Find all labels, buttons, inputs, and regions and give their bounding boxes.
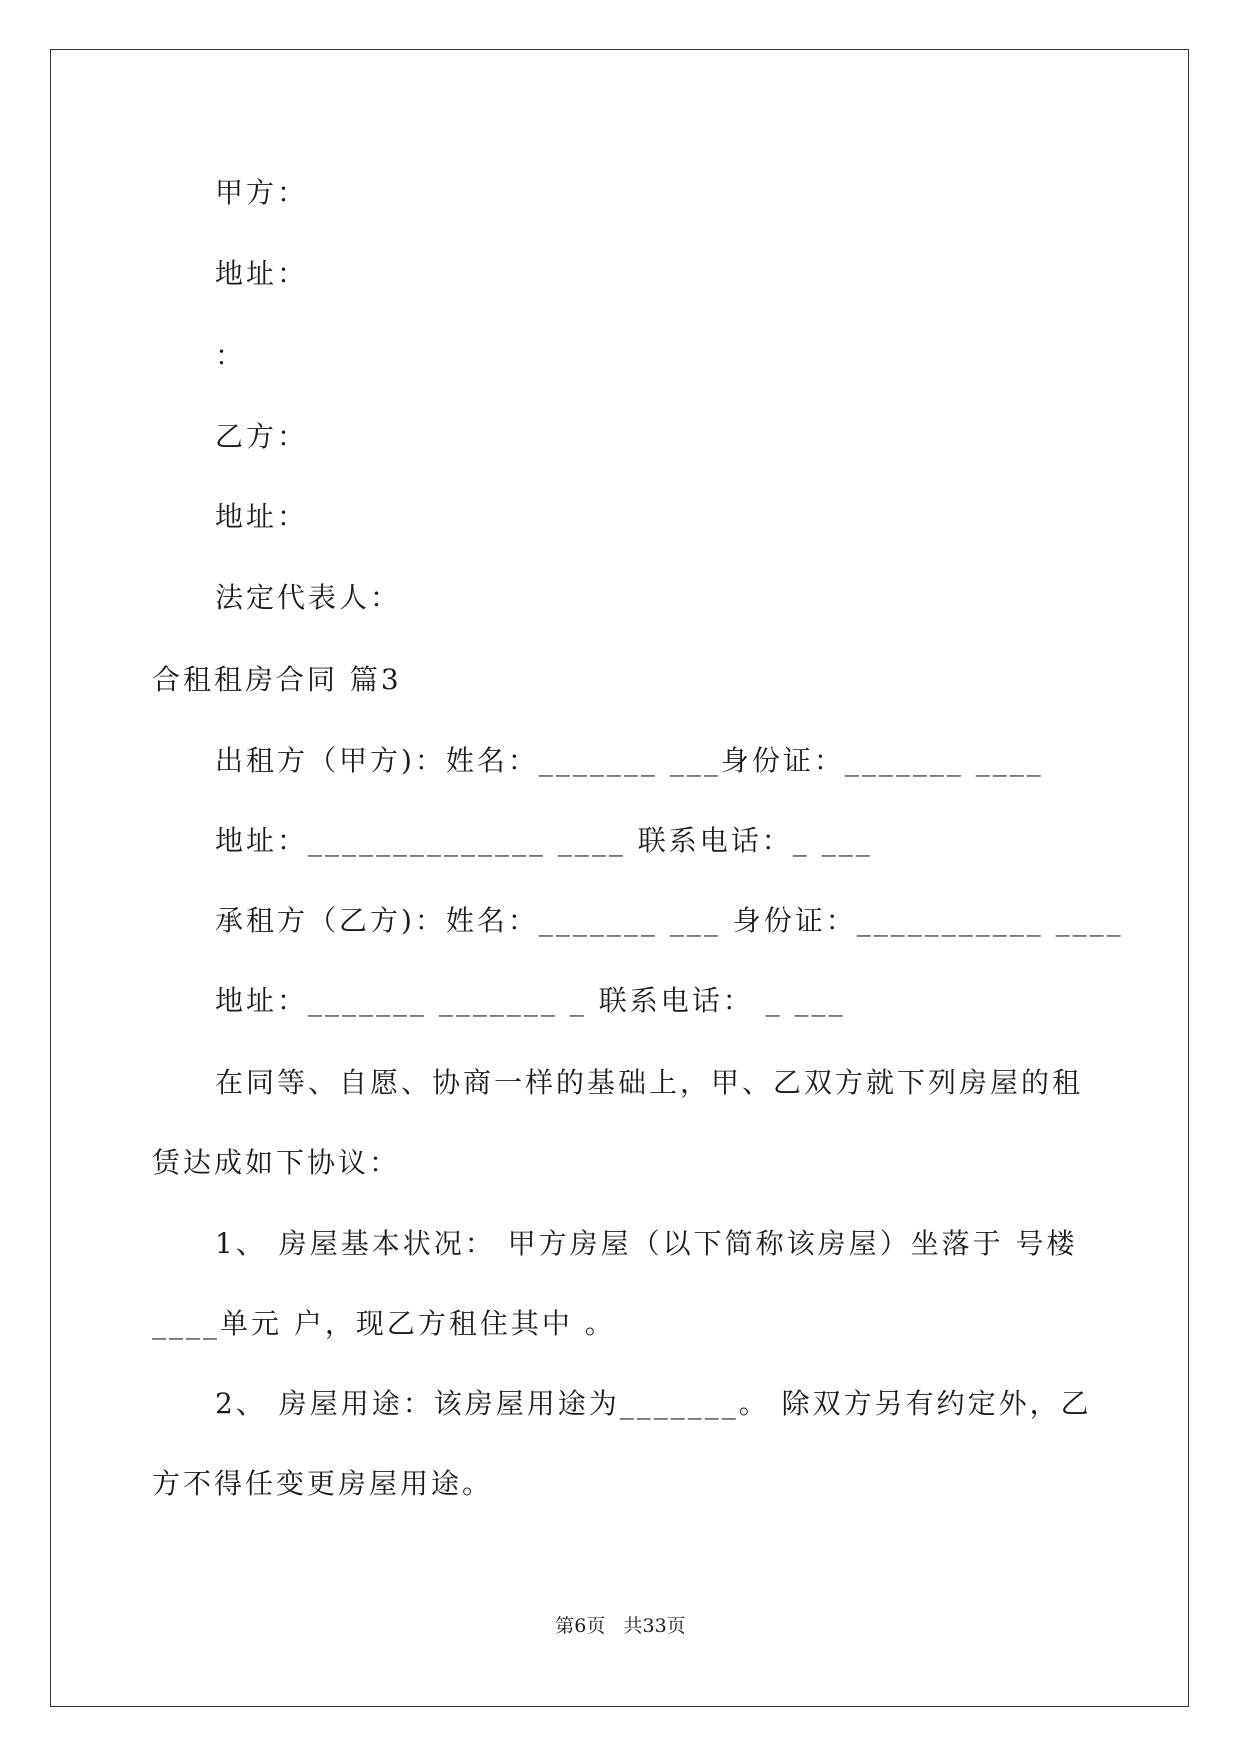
lessor-info-line: 出租方（甲方)：姓名：_______ ___身份证：_______ ____	[215, 744, 1044, 777]
clause-1-line-2: ____单元 户，现乙方租住其中 。	[152, 1307, 616, 1340]
clause-2-line-1: 2、 房屋用途：该房屋用途为_______。 除双方另有约定外，乙	[215, 1387, 1092, 1420]
lessee-address-line: 地址：_______ _______ _ 联系电话： _ ___	[215, 984, 846, 1017]
legal-representative-label: 法定代表人：	[215, 581, 402, 614]
blank-colon-line: ：	[215, 339, 247, 372]
agreement-intro-line-1: 在同等、自愿、协商一样的基础上，甲、乙双方就下列房屋的租	[215, 1066, 1084, 1099]
clause-1-line-1: 1、 房屋基本状况： 甲方房屋（以下简称该房屋）坐落于 号楼	[215, 1227, 1078, 1260]
clause-2-line-2: 方不得任变更房屋用途。	[152, 1467, 494, 1500]
page-frame	[50, 49, 1189, 1707]
lessor-address-line: 地址：______________ ____ 联系电话：_ ___	[215, 824, 873, 857]
lessee-info-line: 承租方（乙方)：姓名：_______ ___ 身份证：___________ ____	[215, 904, 1124, 937]
party-a-address-label: 地址：	[215, 257, 309, 290]
agreement-intro-line-2: 赁达成如下协议：	[152, 1146, 401, 1179]
party-a-label: 甲方：	[215, 176, 309, 209]
party-b-address-label: 地址：	[215, 500, 309, 533]
party-b-label: 乙方：	[215, 420, 309, 453]
section-heading: 合租租房合同 篇3	[152, 663, 402, 696]
page-number: 第6页 共33页	[555, 1615, 686, 1637]
